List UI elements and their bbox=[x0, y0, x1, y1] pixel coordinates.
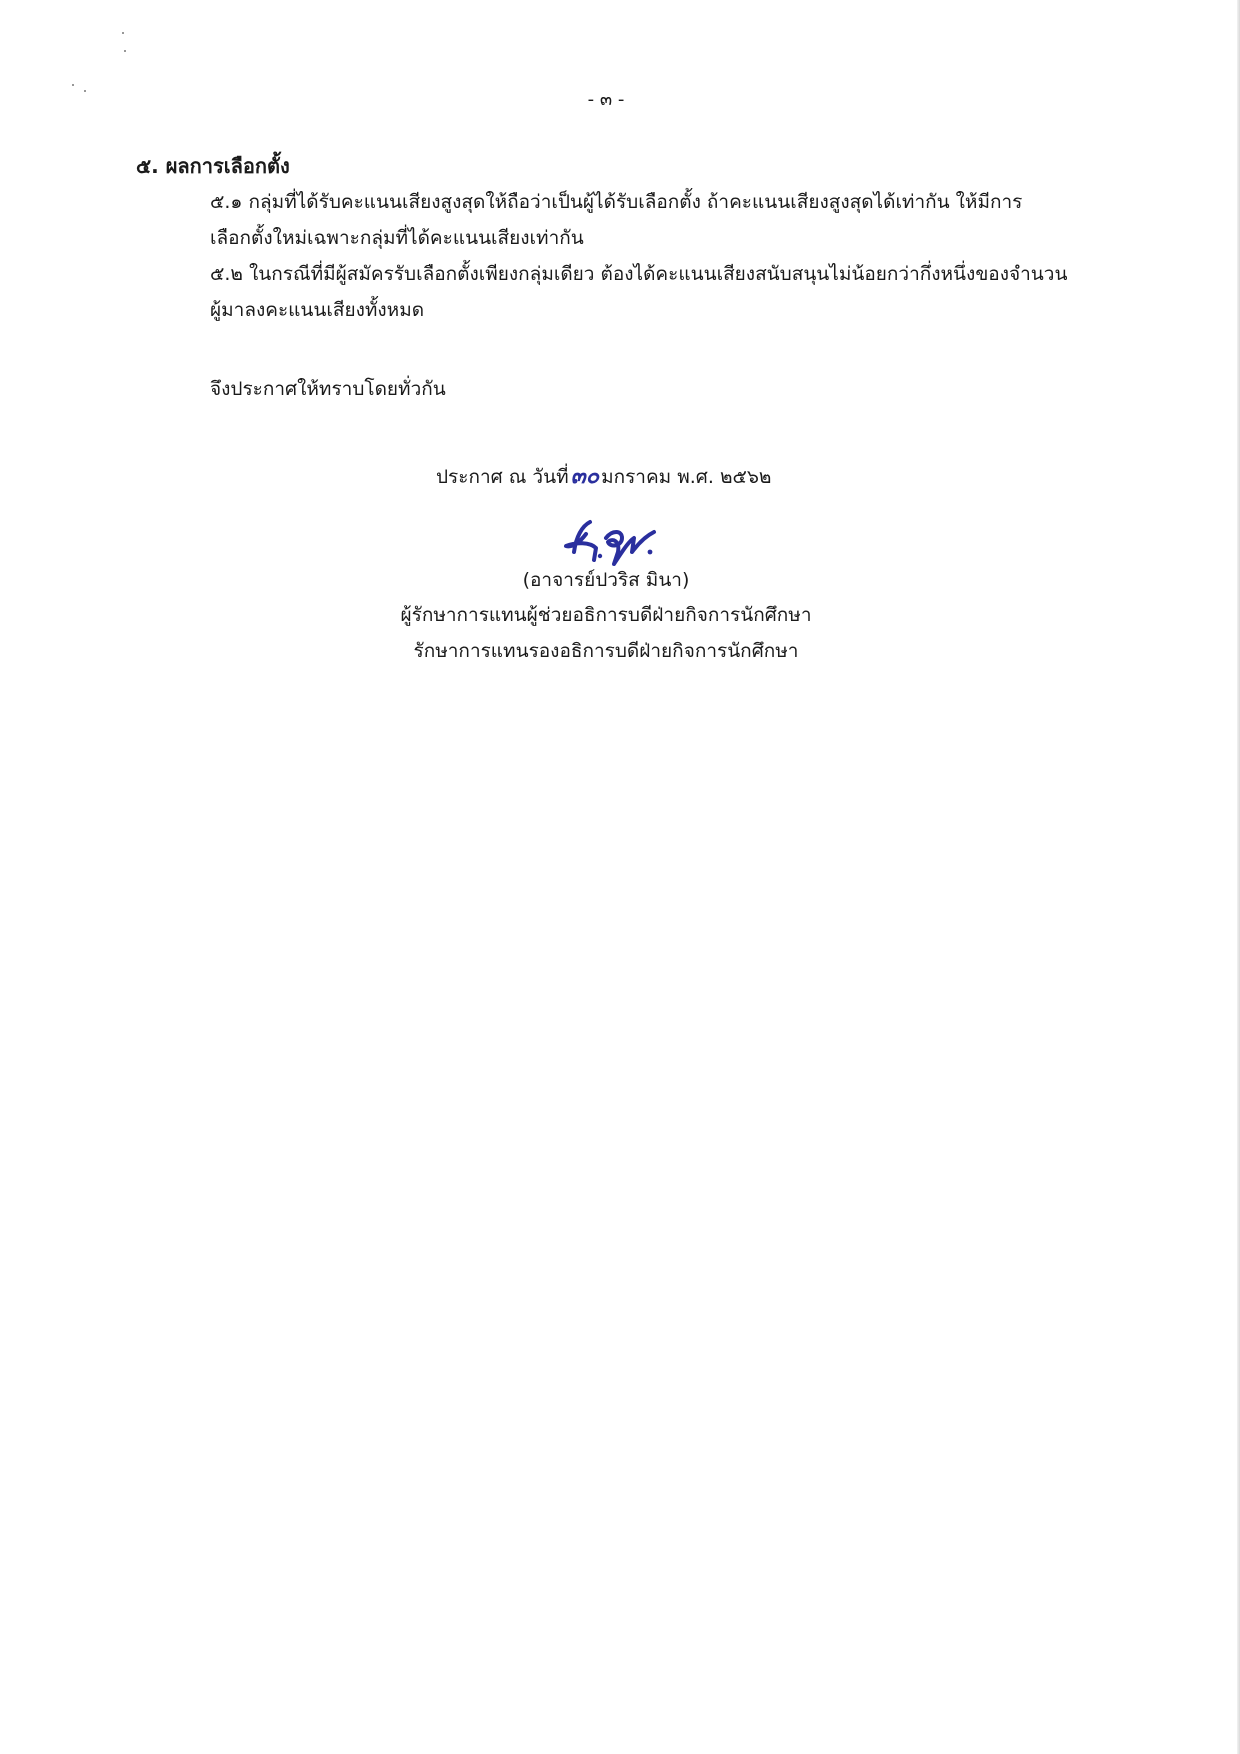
page-number: - ๓ - bbox=[587, 89, 625, 110]
signer-title-1: ผู้รักษาการแทนผู้ช่วยอธิการบดีฝ่ายกิจการนักศึกษา bbox=[400, 604, 812, 626]
announcement-date bbox=[436, 458, 771, 493]
scan-speck bbox=[122, 32, 124, 34]
closing-statement: จึงประกาศให้ทราบโดยทั่วกัน bbox=[210, 378, 446, 400]
handwritten-day: ๓๐ bbox=[570, 463, 600, 489]
handwritten-signature bbox=[556, 512, 666, 572]
date-prefix: ประกาศ ณ วันที่ bbox=[436, 466, 569, 488]
clause-5-2-line-1: ๕.๒ ในกรณีที่มีผู้สมัครรับเลือกตั้งเพียงกลุ่มเดียว ต้องได้คะแนนเสียงสนับสนุนไม่น้อยกว่ากึ่งหนึ่งของจำนวน bbox=[210, 263, 1068, 285]
signer-title-2: รักษาการแทนรองอธิการบดีฝ่ายกิจการนักศึกษา bbox=[413, 640, 799, 662]
clause-5-1-line-2: เลือกตั้งใหม่เฉพาะกลุ่มที่ได้คะแนนเสียงเท่ากัน bbox=[210, 227, 584, 249]
section-heading: ๕. ผลการเลือกตั้ง bbox=[136, 154, 290, 178]
clause-5-1-line-1: ๕.๑ กลุ่มที่ได้รับคะแนนเสียงสูงสุดให้ถือว่าเป็นผู้ได้รับเลือกตั้ง ถ้าคะแนนเสียงสูงสุดได้เท่ากัน ให้มีการ bbox=[210, 191, 1023, 213]
scan-speck bbox=[124, 50, 126, 52]
clause-5-2-line-2: ผู้มาลงคะแนนเสียงทั้งหมด bbox=[210, 299, 425, 321]
signer-name: (อาจารย์ปวริส มินา) bbox=[522, 569, 690, 591]
date-suffix: มกราคม พ.ศ. ๒๕๖๒ bbox=[601, 466, 772, 488]
